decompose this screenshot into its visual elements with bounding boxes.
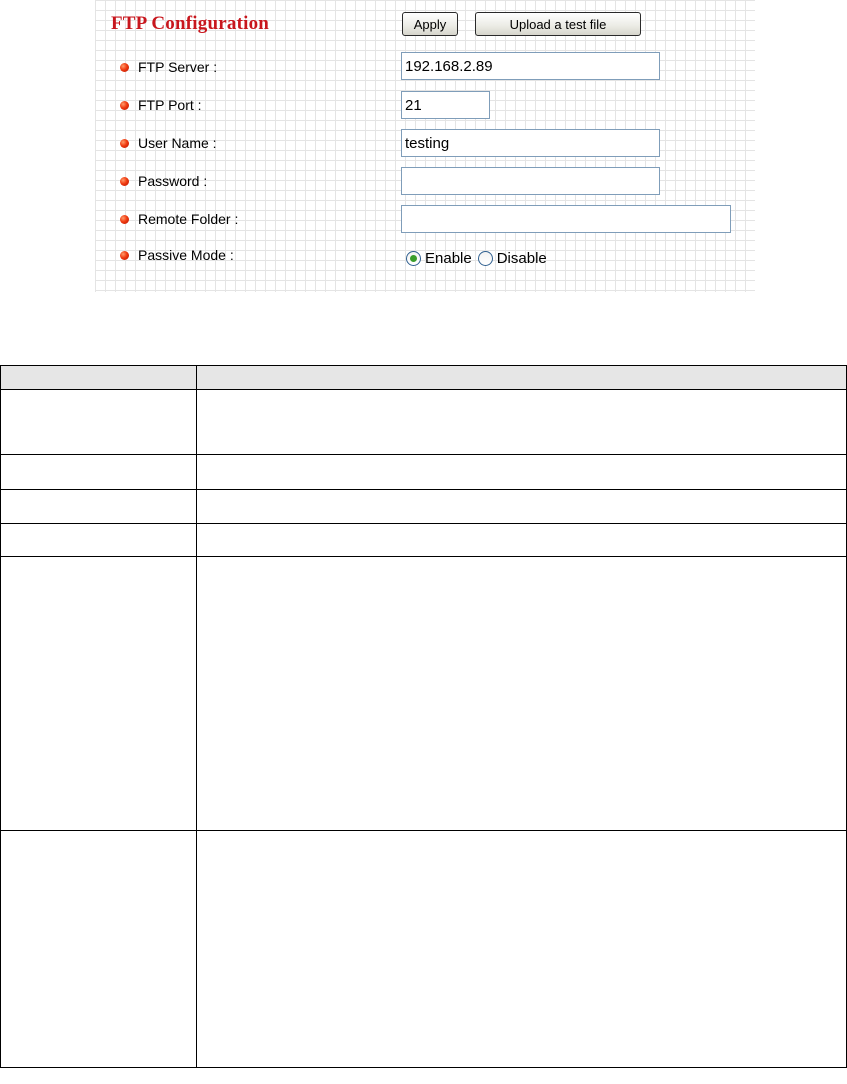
upload-test-file-button[interactable]: Upload a test file (475, 12, 641, 36)
ftp-port-row (120, 95, 202, 115)
password-label: Password : (138, 173, 208, 189)
bullet-icon (120, 63, 129, 72)
user-name-label: User Name : (138, 135, 217, 151)
table-cell (1, 490, 197, 524)
description-table (0, 365, 847, 1068)
remote-folder-row (120, 209, 238, 229)
passive-mode-radio-group (406, 248, 553, 268)
bullet-icon (120, 101, 129, 110)
table-row (1, 831, 847, 1068)
table-header-cell (197, 366, 847, 390)
bullet-icon (120, 177, 129, 186)
ftp-config-panel (95, 0, 755, 292)
radio-selected-dot (410, 255, 417, 262)
user-name-input[interactable] (401, 129, 660, 157)
passive-mode-row (120, 245, 234, 265)
table-cell (197, 831, 847, 1068)
table-row (1, 490, 847, 524)
password-row (120, 171, 207, 191)
passive-mode-label: Passive Mode : (138, 247, 234, 263)
apply-button[interactable]: Apply (402, 12, 458, 36)
table-cell (197, 455, 847, 490)
bullet-icon (120, 139, 129, 148)
table-header-row (1, 366, 847, 390)
table-row (1, 557, 847, 831)
table-cell (1, 524, 197, 557)
table-cell (197, 390, 847, 455)
ftp-server-row (120, 57, 217, 77)
table-row (1, 455, 847, 490)
remote-folder-label: Remote Folder : (138, 211, 239, 227)
passive-mode-disable-label[interactable]: Disable (496, 249, 547, 267)
ftp-port-input[interactable] (401, 91, 490, 119)
ftp-server-label: FTP Server : (138, 59, 218, 75)
passive-mode-disable-radio[interactable] (478, 251, 493, 266)
table-cell (1, 557, 197, 831)
table-row (1, 390, 847, 455)
table-header-cell (1, 366, 197, 390)
table-cell (1, 831, 197, 1068)
table-cell (197, 557, 847, 831)
bullet-icon (120, 251, 129, 260)
table-cell (197, 524, 847, 557)
bullet-icon (120, 215, 129, 224)
passive-mode-enable-radio[interactable] (406, 251, 421, 266)
table-row (1, 524, 847, 557)
user-name-row (120, 133, 217, 153)
remote-folder-input[interactable] (401, 205, 731, 233)
table-cell (1, 390, 197, 455)
table-cell (197, 490, 847, 524)
ftp-port-label: FTP Port : (138, 97, 202, 113)
password-input[interactable] (401, 167, 660, 195)
table-cell (1, 455, 197, 490)
passive-mode-enable-label[interactable]: Enable (425, 249, 472, 267)
ftp-server-input[interactable] (401, 52, 660, 80)
page-title: FTP Configuration (111, 13, 270, 34)
